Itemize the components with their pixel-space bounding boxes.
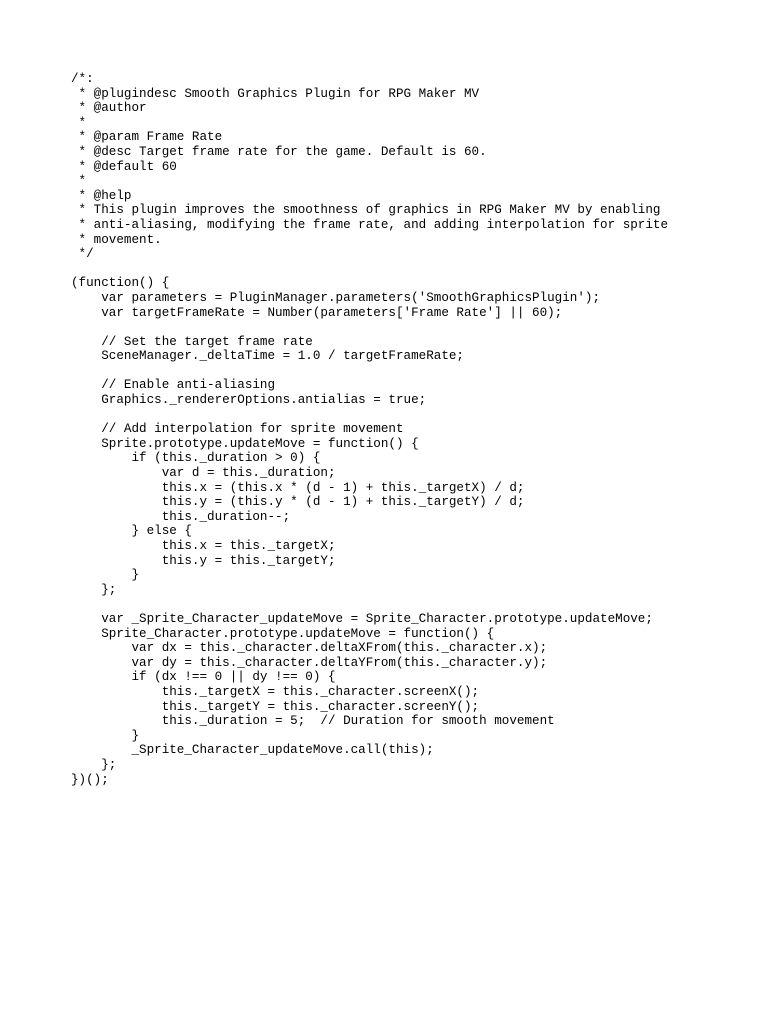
code-line: this.y = this._targetY;	[71, 553, 336, 568]
code-line: this._duration--;	[71, 509, 291, 524]
code-line: * @plugindesc Smooth Graphics Plugin for RPG Maker MV	[71, 86, 480, 101]
code-line: * movement.	[71, 232, 162, 247]
code-line: * anti-aliasing, modifying the frame rate, and adding interpolation for sprite	[71, 217, 669, 232]
code-line: /*:	[71, 72, 94, 86]
code-line: * @desc Target frame rate for the game. Default is 60.	[71, 144, 487, 159]
code-line: var dx = this._character.deltaXFrom(this._character.x);	[71, 641, 548, 656]
code-line: }	[71, 728, 140, 743]
code-line: *	[71, 174, 87, 189]
code-line: Graphics._rendererOptions.antialias = true;	[71, 393, 427, 408]
code-line: this.x = (this.x * (d - 1) + this._targetX) / d;	[71, 480, 525, 495]
code-line: _Sprite_Character_updateMove.call(this);	[71, 743, 434, 758]
code-line: */	[71, 247, 94, 262]
code-line	[71, 262, 668, 277]
code-line: // Add interpolation for sprite movement	[71, 422, 404, 437]
code-line: var d = this._duration;	[71, 466, 336, 481]
code-line: var dy = this._character.deltaYFrom(this._character.y);	[71, 655, 548, 670]
code-line: } else {	[71, 524, 192, 539]
code-line: var targetFrameRate = Number(parameters['Frame Rate'] || 60);	[71, 305, 563, 320]
code-line: this.y = (this.y * (d - 1) + this._targetY) / d;	[71, 495, 525, 510]
code-line: this._duration = 5; // Duration for smooth movement	[71, 714, 555, 729]
code-line: })();	[71, 772, 109, 787]
code-line	[71, 364, 668, 379]
code-line: * @author	[71, 101, 147, 116]
code-line	[71, 408, 668, 423]
code-line: * @param Frame Rate	[71, 130, 223, 145]
code-line: var parameters = PluginManager.parameters('SmoothGraphicsPlugin');	[71, 290, 601, 305]
code-line: (function() {	[71, 276, 170, 291]
code-line: };	[71, 582, 117, 597]
code-line: this._targetY = this._character.screenY();	[71, 699, 480, 714]
code-line: };	[71, 757, 117, 772]
code-line: if (this._duration > 0) {	[71, 451, 321, 466]
code-line: Sprite.prototype.updateMove = function() {	[71, 436, 419, 451]
code-line: // Enable anti-aliasing	[71, 378, 276, 393]
code-line: this._targetX = this._character.screenX();	[71, 684, 480, 699]
code-line: SceneManager._deltaTime = 1.0 / targetFrameRate;	[71, 349, 464, 364]
code-line: Sprite_Character.prototype.updateMove = function() {	[71, 626, 495, 641]
code-block	[71, 72, 668, 787]
code-line	[71, 320, 668, 335]
code-line: * @help	[71, 188, 132, 203]
code-line: * This plugin improves the smoothness of graphics in RPG Maker MV by enabling	[71, 203, 661, 218]
code-line: }	[71, 568, 140, 583]
code-line: if (dx !== 0 || dy !== 0) {	[71, 670, 336, 685]
code-line: * @default 60	[71, 159, 177, 174]
code-line: // Set the target frame rate	[71, 334, 313, 349]
code-line: this.x = this._targetX;	[71, 539, 336, 553]
code-line: *	[71, 115, 87, 130]
code-line	[71, 597, 668, 612]
code-line: var _Sprite_Character_updateMove = Sprite_Character.prototype.updateMove;	[71, 611, 653, 626]
